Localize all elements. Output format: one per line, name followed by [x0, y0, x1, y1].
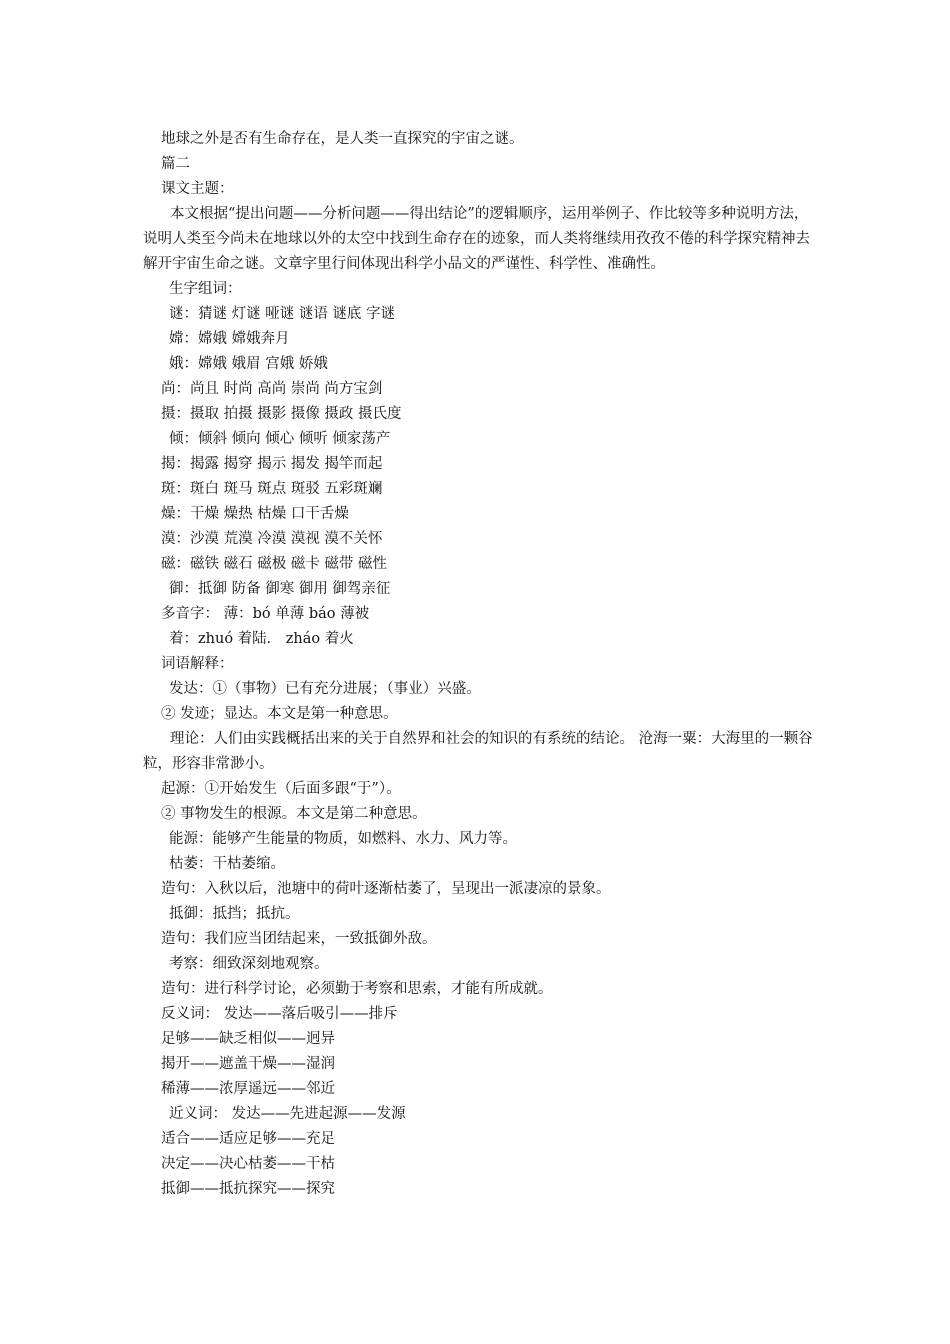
- synonym-pair: 适合——适应足够——充足: [161, 1131, 335, 1147]
- theme-paragraph: 本文根据“提出问题——分析问题——得出结论”的逻辑顺序，运用举例子、作比较等多种说明方法，说明人类至今尚未在地球以外的太空中找到生命存在的迹象，而人类将继续用孜孜不倦的科学探究精神去解开宇宙生命之谜。文章字里行间体现出科学小品文的严谨性、科学性、准确性。: [143, 206, 810, 272]
- definition-item: 枯萎：干枯萎缩。: [169, 856, 285, 872]
- definition-item: 能源：能够产生能量的物质，如燃料、水力、风力等。: [169, 831, 517, 847]
- theme-heading: 课文主题：: [161, 181, 234, 197]
- vocab-item: 嫦：嫦娥 嫦娥奔月: [169, 331, 290, 347]
- definition-item: 起源：①开始发生（后面多跟“于”）。: [161, 781, 401, 797]
- polyphone-item: 着：zhuó 着陆． zháo 着火: [169, 631, 354, 647]
- definition-item: ② 发迹；显达。本文是第一种意思。: [161, 706, 398, 722]
- antonyms-heading: 反义词： 发达——落后吸引——排斥: [161, 1006, 398, 1022]
- vocab-item: 揭：揭露 揭穿 揭示 揭发 揭竿而起: [161, 456, 383, 472]
- vocab-item: 摄：摄取 拍摄 摄影 摄像 摄政 摄氏度: [161, 406, 402, 422]
- definition-item: 抵御：抵挡；抵抗。: [169, 906, 300, 922]
- vocab-item: 磁：磁铁 磁石 磁极 磁卡 磁带 磁性: [161, 556, 388, 572]
- vocab-heading: 生字组词：: [169, 281, 242, 297]
- vocab-item: 燥：干燥 燥热 枯燥 口干舌燥: [161, 506, 349, 522]
- definition-item: 发达：①（事物）已有充分进展；（事业）兴盛。: [169, 681, 481, 697]
- antonym-pair: 稀薄——浓厚遥远——邻近: [161, 1081, 335, 1097]
- vocab-item: 漠：沙漠 荒漠 冷漠 漠视 漠不关怀: [161, 531, 383, 547]
- definition-item: ② 事物发生的根源。本文是第二种意思。: [161, 806, 427, 822]
- definitions-heading: 词语解释：: [161, 656, 234, 672]
- definition-item: 考察：细致深刻地观察。: [169, 956, 329, 972]
- example-sentence: 造句：我们应当团结起来，一致抵御外敌。: [161, 931, 437, 947]
- antonym-pair: 揭开——遮盖干燥——湿润: [161, 1056, 335, 1072]
- vocab-item: 娥：嫦娥 娥眉 宫娥 娇娥: [169, 356, 328, 372]
- definition-item: 理论：人们由实践概括出来的关于自然界和社会的知识的有系统的结论。 沧海一粟：大海里的一颗谷粒，形容非常渺小。: [143, 731, 813, 772]
- vocab-item: 倾：倾斜 倾向 倾心 倾听 倾家荡产: [169, 431, 391, 447]
- vocab-item: 御：抵御 防备 御寒 御用 御驾亲征: [169, 581, 391, 597]
- vocab-item: 斑：斑白 斑马 斑点 斑驳 五彩斑斓: [161, 481, 383, 497]
- document-body: [143, 127, 818, 1202]
- antonym-pair: 足够——缺乏相似——迥异: [161, 1031, 335, 1047]
- section-heading: 篇二: [161, 156, 190, 172]
- example-sentence: 造句：进行科学讨论，必须勤于考察和思索，才能有所成就。: [161, 981, 553, 997]
- synonym-pair: 决定——决心枯萎——干枯: [161, 1156, 335, 1172]
- vocab-item: 谜：猜谜 灯谜 哑谜 谜语 谜底 字谜: [169, 306, 396, 322]
- synonyms-heading: 近义词： 发达——先进起源——发源: [169, 1106, 406, 1122]
- synonym-pair: 抵御——抵抗探究——探究: [161, 1181, 335, 1197]
- example-sentence: 造句：入秋以后，池塘中的荷叶逐渐枯萎了，呈现出一派凄凉的景象。: [161, 881, 611, 897]
- intro-sentence: 地球之外是否有生命存在，是人类一直探究的宇宙之谜。: [161, 131, 524, 147]
- vocab-item: 尚：尚且 时尚 高尚 崇尚 尚方宝剑: [161, 381, 383, 397]
- polyphone-heading: 多音字： 薄：bó 单薄 báo 薄被: [161, 606, 370, 622]
